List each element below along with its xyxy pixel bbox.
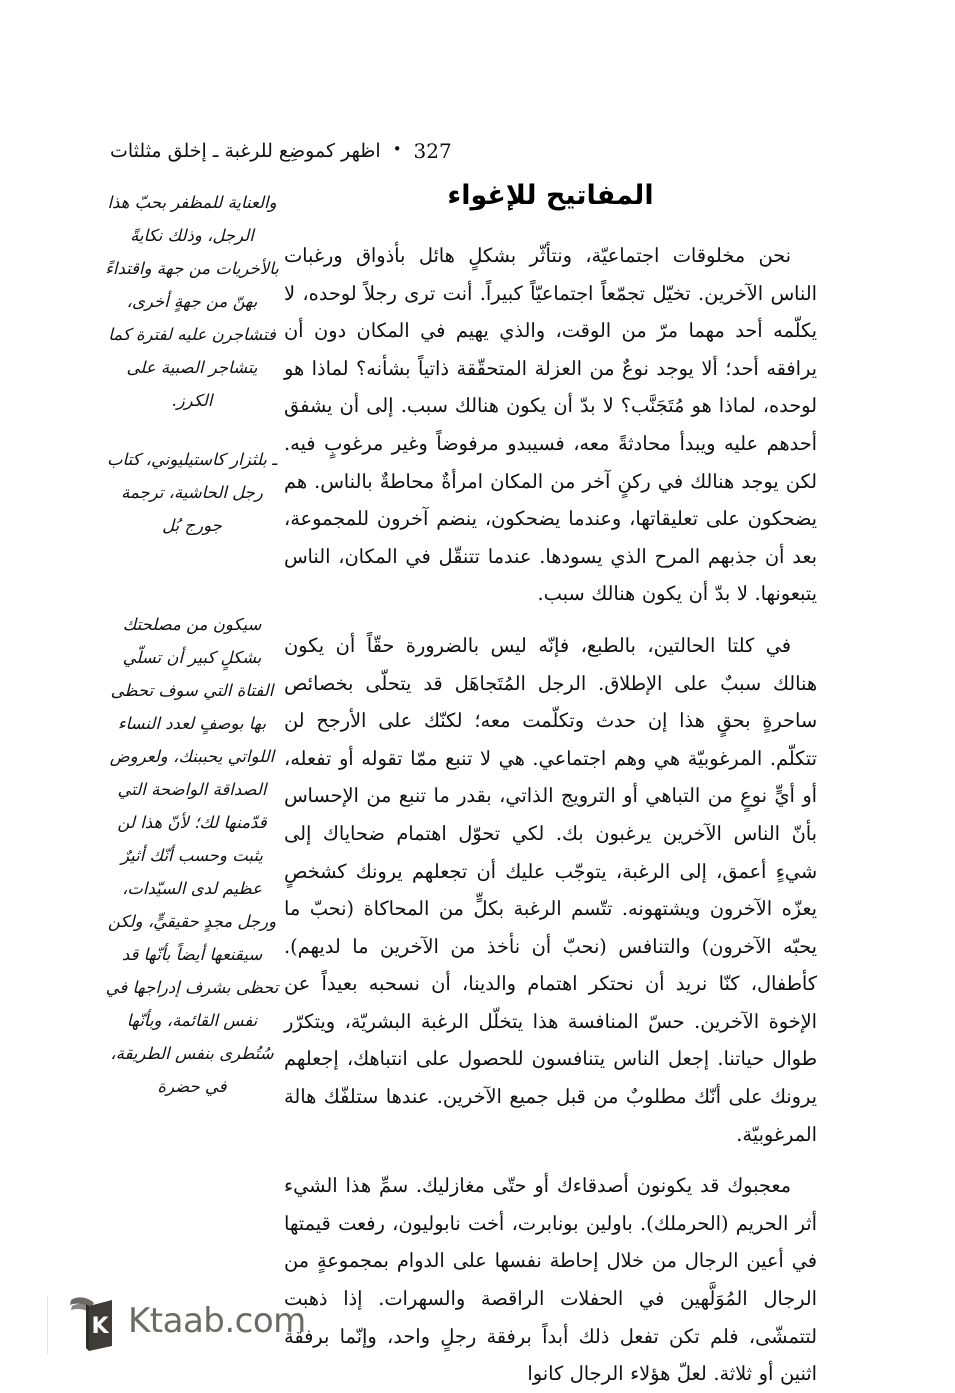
- margin-note: [104, 186, 280, 542]
- margin-note: [104, 608, 280, 1103]
- body-paragraph: في كلتا الحالتين، بالطبع، فإنّه ليس بالضرورة حقّاً أن يكون هنالك سببٌ على الإطلاق. الرجل المُتَجاهَل قد يتحلّى بخصائص ساحرةٍ بحقٍ هذا إن حدث وتكلّمت معه؛ لكنّك على الأرجح لن تتكلّم. المرغوبيّة هي وهم اجتماعي. هي لا تنبع ممّا تقوله أو تفعله، أو أيٍّ نوعٍ من التباهي أو الترويج الذاتي، بقدر ما تنبع من الإحساس بأنّ الناس الآخرين يرغبون بك. لكي تحوّل اهتمام ضحاياك إلى شيءٍ أعمق، إلى الرغبة، يتوجّب عليك أن تجعلهم يرونك كشخصٍ يعزّه الآخرون ويشتهونه. تتّسم الرغبة بكلٍّ من المحاكاة (نحبّ ما يحبّه الآخرون) والتنافس (نحبّ أن نأخذ من الآخرين ما لديهم). كأطفال، كنّا نريد أن نحتكر اهتمام والدينا، أن نسحبه بعيداً عن الإخوة الآخرين. حسّ المنافسة هذا يتخلّل الرغبة البشريّة، ويتكرّر طوال حياتنا. إجعل الناس يتنافسون للحصول على انتباهك، إجعلهم يرونك على أنّك مطلوبٌ من قبل جميع الآخرين. عندها ستلفّك هالة المرغوبيّة.: [284, 633, 817, 1146]
- body-paragraph: نحن مخلوقات اجتماعيّة، ونتأثّر بشكلٍ هائل بأذواق ورغبات الناس الآخرين. تخيّل تجمّعاً اجتماعيّاً كبيراً. أنت ترى رجلاً لوحده، لا يكلّمه أحد مهما مرّ من الوقت، والذي يهيم في المكان دون أن يرافقه أحد؛ ألا يوجد نوعٌ من العزلة المتحقّقة ذاتياً بشأنه؟ لماذا هو لوحده، لماذا هو مُتَجَنَّب؟ لا بدّ أن يكون هنالك سبب. إلى أن يشفق أحدهم عليه ويبدأ محادثةً معه، فسيبدو مرفوضاً وغير مرغوبٍ فيه. لكن يوجد هنالك في ركنٍ آخر من المكان امرأةٌ محاطةٌ بالناس. هم يضحكون على تعليقاتها، وعندما يضحكون، ينضم آخرون للمجموعة، بعد أن جذبهم المرح الذي يسودها. عندما تتنقّل في المكان، الناس يتبعونها. لا بدّ أن يكون هنالك سبب.: [284, 244, 817, 606]
- site-watermark: [63, 1290, 306, 1352]
- margin-notes-column: [104, 186, 280, 1103]
- margin-note-attribution: ـ بلثزار كاستيليوني، كتاب رجل الحاشية، ترجمة جورج بُل: [107, 450, 277, 535]
- watermark-label: Ktaab.com: [128, 1301, 306, 1341]
- body-paragraph: معجبوك قد يكونون أصدقاءك أو حتّى مغازليك. سمِّ هذا الشيء أثر الحريم (الحرملك). باولين بونابرت، أخت نابوليون، رفعت قيمتها في أعين الرجال من خلال إحاطة نفسها على الدوام بمجموعةٍ من الرجال المُوَلَّهين في الحفلات الراقصة والسهرات. إذا ذهبت لتتمشّى، فلم تكن تفعل ذلك أبداً برفقة رجلٍ واحد، وإنّما برفقة اثنين أو ثلاثة. لعلّ هؤلاء الرجال كانوا: [284, 1174, 817, 1386]
- running-head: [110, 136, 670, 166]
- running-head-separator: •: [392, 139, 402, 158]
- margin-note-quote: والعناية للمظفر بحبّ هذا الرجل، وذلك نكايةً بالأخريات من جهة واقتداءً بهنّ من جهةٍ أخرى، فتشاجرن عليه لفترة كما يتشاجر الصبية على الكرز.: [105, 193, 279, 410]
- book-icon: [63, 1290, 115, 1352]
- main-text-column: [284, 180, 817, 1393]
- running-head-title: اظهر كموضِع للرغبة ـ إخلق مثلثات: [110, 140, 381, 162]
- page-number: 327: [413, 139, 452, 163]
- section-title: المفاتيح للإغواء: [447, 180, 654, 211]
- page-edge-line: [47, 1296, 48, 1354]
- margin-note-quote: سيكون من مصلحتك بشكلٍ كبير أن تسلّي الفتاة التي سوف تحظى بها بوصفٍ لعدد النساء اللواتي يحببنك، ولعروض الصداقة الواضحة التي قدّمنها لك؛ لأنّ هذا لن يثبت وحسب أنّك أثيرٌ عظيم لدى السيّدات، ورجل مجدٍ حقيقيٍّ، ولكن سيقنعها أيضاً بأنّها قد تحظى بشرف إدراجها في نفس القائمة، وبأنّها سُتُطرى بنفس الطريقة، في حضرة: [105, 615, 279, 1096]
- book-icon-letter: K: [91, 1314, 109, 1339]
